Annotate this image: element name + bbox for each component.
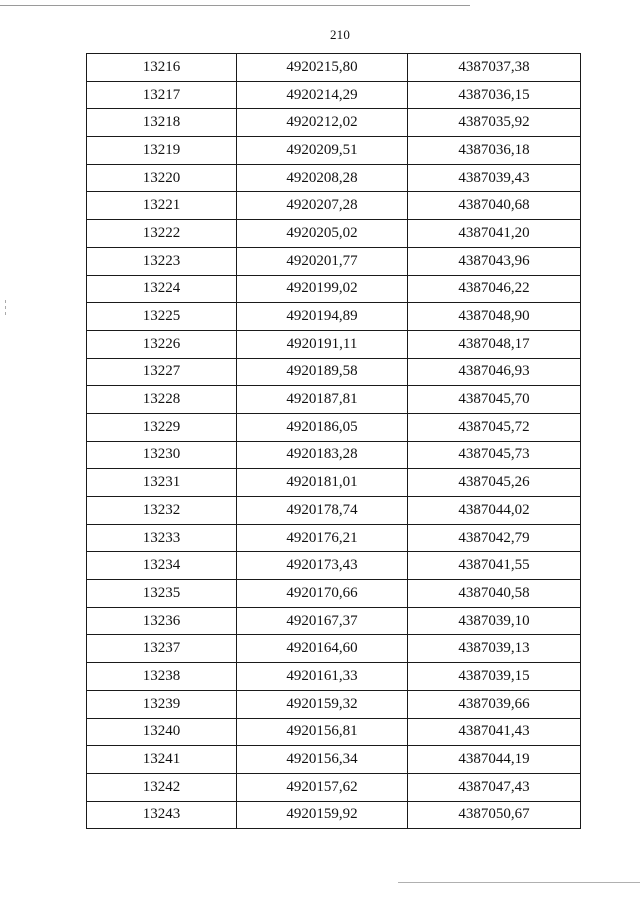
table-row bbox=[87, 81, 581, 109]
margin-mark bbox=[5, 312, 6, 315]
point-number-cell: 13217 bbox=[87, 81, 237, 109]
x-coordinate-cell: 4920205,02 bbox=[237, 220, 408, 248]
x-coordinate-cell: 4920207,28 bbox=[237, 192, 408, 220]
point-number-cell: 13243 bbox=[87, 801, 237, 829]
y-coordinate-cell: 4387050,67 bbox=[408, 801, 581, 829]
y-coordinate-cell: 4387039,66 bbox=[408, 690, 581, 718]
y-coordinate-cell: 4387042,79 bbox=[408, 524, 581, 552]
point-number-cell: 13231 bbox=[87, 469, 237, 497]
x-coordinate-cell: 4920159,92 bbox=[237, 801, 408, 829]
table-row bbox=[87, 607, 581, 635]
point-number-cell: 13220 bbox=[87, 164, 237, 192]
y-coordinate-cell: 4387046,93 bbox=[408, 358, 581, 386]
point-number-cell: 13227 bbox=[87, 358, 237, 386]
x-coordinate-cell: 4920156,34 bbox=[237, 746, 408, 774]
table-row bbox=[87, 580, 581, 608]
point-number-cell: 13234 bbox=[87, 552, 237, 580]
y-coordinate-cell: 4387045,70 bbox=[408, 386, 581, 414]
table-row bbox=[87, 303, 581, 331]
x-coordinate-cell: 4920183,28 bbox=[237, 441, 408, 469]
point-number-cell: 13242 bbox=[87, 773, 237, 801]
x-coordinate-cell: 4920167,37 bbox=[237, 607, 408, 635]
point-number-cell: 13223 bbox=[87, 247, 237, 275]
point-number-cell: 13233 bbox=[87, 524, 237, 552]
point-number-cell: 13237 bbox=[87, 635, 237, 663]
y-coordinate-cell: 4387045,72 bbox=[408, 413, 581, 441]
y-coordinate-cell: 4387040,58 bbox=[408, 580, 581, 608]
table-row bbox=[87, 247, 581, 275]
table-row bbox=[87, 469, 581, 497]
point-number-cell: 13225 bbox=[87, 303, 237, 331]
y-coordinate-cell: 4387045,73 bbox=[408, 441, 581, 469]
x-coordinate-cell: 4920173,43 bbox=[237, 552, 408, 580]
y-coordinate-cell: 4387041,20 bbox=[408, 220, 581, 248]
coordinates-table-body bbox=[87, 54, 581, 829]
table-row bbox=[87, 773, 581, 801]
point-number-cell: 13232 bbox=[87, 497, 237, 525]
x-coordinate-cell: 4920187,81 bbox=[237, 386, 408, 414]
x-coordinate-cell: 4920194,89 bbox=[237, 303, 408, 331]
point-number-cell: 13235 bbox=[87, 580, 237, 608]
point-number-cell: 13219 bbox=[87, 137, 237, 165]
table-row bbox=[87, 358, 581, 386]
y-coordinate-cell: 4387035,92 bbox=[408, 109, 581, 137]
table-row bbox=[87, 718, 581, 746]
y-coordinate-cell: 4387039,43 bbox=[408, 164, 581, 192]
y-coordinate-cell: 4387044,19 bbox=[408, 746, 581, 774]
y-coordinate-cell: 4387040,68 bbox=[408, 192, 581, 220]
x-coordinate-cell: 4920181,01 bbox=[237, 469, 408, 497]
y-coordinate-cell: 4387039,15 bbox=[408, 663, 581, 691]
point-number-cell: 13241 bbox=[87, 746, 237, 774]
x-coordinate-cell: 4920215,80 bbox=[237, 54, 408, 82]
point-number-cell: 13218 bbox=[87, 109, 237, 137]
point-number-cell: 13228 bbox=[87, 386, 237, 414]
table-row bbox=[87, 746, 581, 774]
y-coordinate-cell: 4387036,15 bbox=[408, 81, 581, 109]
table-row bbox=[87, 690, 581, 718]
y-coordinate-cell: 4387039,13 bbox=[408, 635, 581, 663]
table-row bbox=[87, 192, 581, 220]
x-coordinate-cell: 4920189,58 bbox=[237, 358, 408, 386]
x-coordinate-cell: 4920161,33 bbox=[237, 663, 408, 691]
point-number-cell: 13221 bbox=[87, 192, 237, 220]
page-number: 210 bbox=[329, 27, 351, 42]
table-row bbox=[87, 635, 581, 663]
table-row bbox=[87, 330, 581, 358]
x-coordinate-cell: 4920209,51 bbox=[237, 137, 408, 165]
y-coordinate-cell: 4387043,96 bbox=[408, 247, 581, 275]
point-number-cell: 13229 bbox=[87, 413, 237, 441]
x-coordinate-cell: 4920170,66 bbox=[237, 580, 408, 608]
point-number-cell: 13239 bbox=[87, 690, 237, 718]
x-coordinate-cell: 4920214,29 bbox=[237, 81, 408, 109]
x-coordinate-cell: 4920212,02 bbox=[237, 109, 408, 137]
table-row bbox=[87, 275, 581, 303]
y-coordinate-cell: 4387037,38 bbox=[408, 54, 581, 82]
table-row bbox=[87, 386, 581, 414]
table-row bbox=[87, 220, 581, 248]
table-row bbox=[87, 137, 581, 165]
y-coordinate-cell: 4387046,22 bbox=[408, 275, 581, 303]
table-row bbox=[87, 552, 581, 580]
y-coordinate-cell: 4387039,10 bbox=[408, 607, 581, 635]
top-rule bbox=[0, 5, 470, 6]
point-number-cell: 13222 bbox=[87, 220, 237, 248]
bottom-rule bbox=[398, 882, 640, 883]
table-row bbox=[87, 801, 581, 829]
x-coordinate-cell: 4920157,62 bbox=[237, 773, 408, 801]
x-coordinate-cell: 4920156,81 bbox=[237, 718, 408, 746]
point-number-cell: 13224 bbox=[87, 275, 237, 303]
y-coordinate-cell: 4387036,18 bbox=[408, 137, 581, 165]
x-coordinate-cell: 4920208,28 bbox=[237, 164, 408, 192]
margin-mark bbox=[5, 306, 6, 309]
table-row bbox=[87, 413, 581, 441]
y-coordinate-cell: 4387045,26 bbox=[408, 469, 581, 497]
coordinates-table bbox=[86, 53, 581, 829]
point-number-cell: 13230 bbox=[87, 441, 237, 469]
table-row bbox=[87, 441, 581, 469]
table-row bbox=[87, 109, 581, 137]
table-row bbox=[87, 663, 581, 691]
x-coordinate-cell: 4920186,05 bbox=[237, 413, 408, 441]
point-number-cell: 13236 bbox=[87, 607, 237, 635]
x-coordinate-cell: 4920176,21 bbox=[237, 524, 408, 552]
table-row bbox=[87, 497, 581, 525]
point-number-cell: 13226 bbox=[87, 330, 237, 358]
y-coordinate-cell: 4387041,43 bbox=[408, 718, 581, 746]
x-coordinate-cell: 4920159,32 bbox=[237, 690, 408, 718]
table-row bbox=[87, 524, 581, 552]
point-number-cell: 13216 bbox=[87, 54, 237, 82]
x-coordinate-cell: 4920199,02 bbox=[237, 275, 408, 303]
x-coordinate-cell: 4920164,60 bbox=[237, 635, 408, 663]
x-coordinate-cell: 4920178,74 bbox=[237, 497, 408, 525]
y-coordinate-cell: 4387044,02 bbox=[408, 497, 581, 525]
y-coordinate-cell: 4387048,90 bbox=[408, 303, 581, 331]
y-coordinate-cell: 4387041,55 bbox=[408, 552, 581, 580]
point-number-cell: 13238 bbox=[87, 663, 237, 691]
y-coordinate-cell: 4387048,17 bbox=[408, 330, 581, 358]
margin-mark bbox=[5, 300, 6, 303]
x-coordinate-cell: 4920201,77 bbox=[237, 247, 408, 275]
x-coordinate-cell: 4920191,11 bbox=[237, 330, 408, 358]
table-row bbox=[87, 54, 581, 82]
table-row bbox=[87, 164, 581, 192]
y-coordinate-cell: 4387047,43 bbox=[408, 773, 581, 801]
point-number-cell: 13240 bbox=[87, 718, 237, 746]
